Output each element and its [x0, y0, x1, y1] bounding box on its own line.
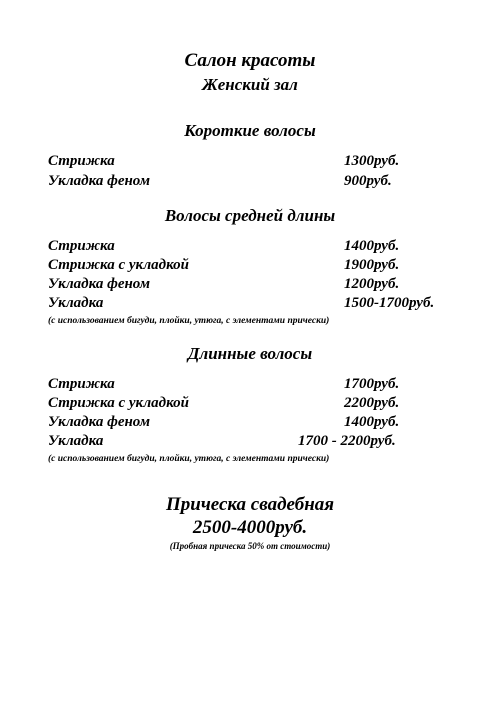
service-name: Укладка феном: [48, 276, 151, 292]
styling-note: (с использованием бигуди, плойки, утюга, с элементами прически): [48, 316, 330, 326]
price-row: [48, 395, 468, 415]
service-name: Стрижка с укладкой: [48, 395, 189, 411]
price-row: [48, 433, 468, 453]
service-name: Укладка феном: [48, 414, 151, 430]
service-name: Стрижка: [48, 153, 115, 169]
styling-note: (с использованием бигуди, плойки, утюга, с элементами прически): [48, 454, 330, 464]
price-row: [48, 414, 468, 434]
service-price: 1400руб.: [344, 414, 400, 430]
service-price: 1300руб.: [344, 153, 400, 169]
service-price: 1900руб.: [344, 257, 400, 273]
price-row: [48, 376, 468, 396]
service-name: Стрижка: [48, 376, 115, 392]
price-row: [48, 257, 468, 277]
service-price: 1700руб.: [344, 376, 400, 392]
price-row: [48, 295, 468, 315]
price-row: [48, 153, 468, 173]
price-row: [48, 238, 468, 258]
service-name: Стрижка: [48, 238, 115, 254]
service-name: Укладка: [48, 295, 104, 311]
service-name: Укладка: [48, 433, 104, 449]
section-heading-short: Короткие волосы: [184, 121, 316, 140]
service-price: 1400руб.: [344, 238, 400, 254]
service-price: 1500-1700руб.: [344, 295, 435, 311]
wedding-heading: Прическа свадебная: [165, 494, 335, 515]
service-price: 1700 - 2200руб.: [298, 433, 396, 449]
salon-title: Салон красоты: [184, 50, 316, 71]
wedding-note: (Пробная прическа 50% от стоимости): [169, 541, 331, 551]
service-price: 1200руб.: [344, 276, 400, 292]
service-price: 2200руб.: [344, 395, 400, 411]
price-row: [48, 276, 468, 296]
service-name: Стрижка с укладкой: [48, 257, 189, 273]
section-heading-long: Длинные волосы: [187, 344, 313, 363]
service-name: Укладка феном: [48, 173, 151, 189]
service-price: 900руб.: [344, 173, 392, 189]
price-row: [48, 173, 468, 193]
wedding-price: 2500-4000руб.: [192, 517, 308, 538]
hall-subtitle: Женский зал: [202, 75, 298, 94]
section-heading-medium: Волосы средней длины: [164, 206, 336, 225]
